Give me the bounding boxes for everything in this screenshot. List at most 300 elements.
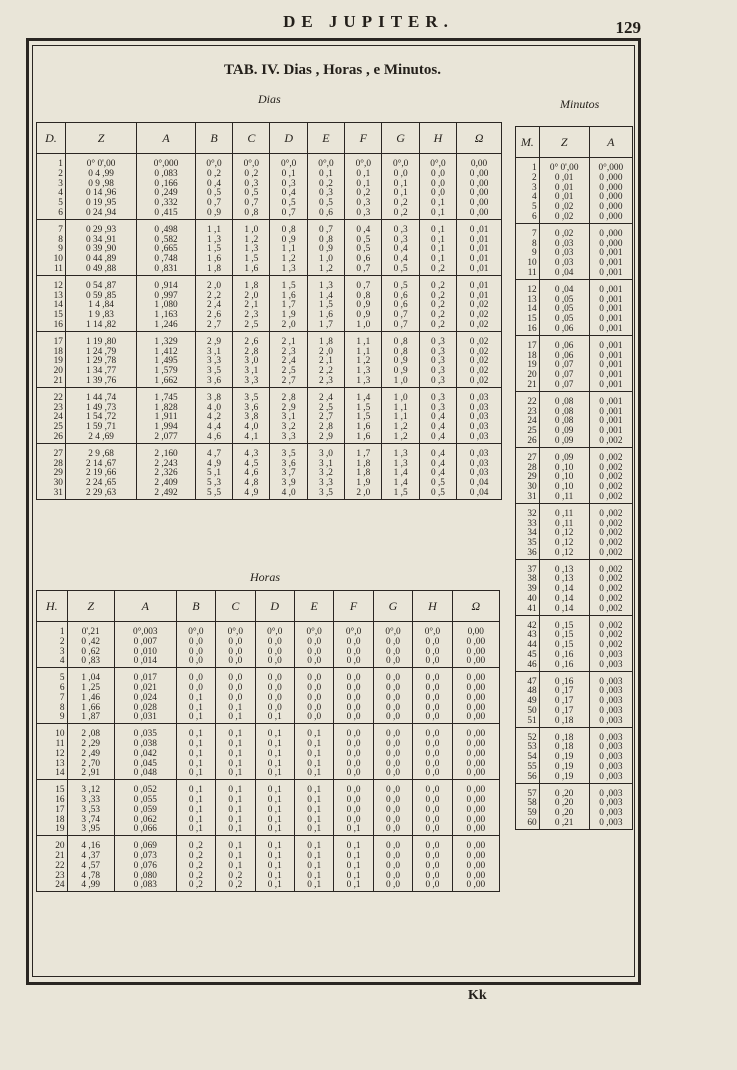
cell-value: 0 59 ,85 bbox=[85, 290, 117, 301]
row-index: 21 bbox=[53, 375, 63, 386]
cell-value: 0 ,00 bbox=[466, 748, 486, 759]
row-group bbox=[37, 387, 502, 443]
cell-value: 0 ,001 bbox=[599, 258, 623, 269]
cell-value: 0 ,1 bbox=[267, 758, 282, 769]
cell-value: 2 ,409 bbox=[154, 478, 178, 489]
cell-value: 0 ,1 bbox=[267, 794, 282, 805]
cell-value: 0 ,249 bbox=[154, 188, 178, 199]
row-index: 39 bbox=[527, 584, 537, 595]
cell-value: 0 ,00 bbox=[466, 880, 486, 891]
cell-value: 0 ,1 bbox=[267, 748, 282, 759]
cell-value: 1 29 ,78 bbox=[85, 356, 117, 367]
row-index: 17 bbox=[527, 340, 537, 351]
cell-value: 2 ,4 bbox=[207, 300, 221, 311]
cell-value: 2 9 ,68 bbox=[88, 448, 114, 459]
cell-value: 0 ,3 bbox=[393, 234, 408, 245]
cell-value: 0 ,08 bbox=[554, 406, 574, 417]
cell-value: 0 ,582 bbox=[154, 234, 178, 245]
cell-value: 0 ,4 bbox=[430, 458, 445, 469]
table-cell bbox=[37, 331, 66, 387]
cell-value: 0 ,1 bbox=[307, 729, 322, 740]
cell-value: 0 ,3 bbox=[430, 375, 445, 386]
row-index: 46 bbox=[527, 659, 537, 670]
cell-value: 0 ,1 bbox=[188, 692, 203, 703]
table-cell bbox=[114, 836, 176, 892]
cell-value: 0 ,001 bbox=[599, 323, 623, 334]
cell-value: 0 ,1 bbox=[307, 880, 322, 891]
row-index: 12 bbox=[527, 284, 537, 295]
cell-value: 0 ,914 bbox=[154, 280, 178, 291]
table-cell bbox=[307, 154, 344, 220]
cell-value: 0 ,1 bbox=[188, 768, 203, 779]
row-index: 25 bbox=[527, 426, 537, 437]
row-index: 7 bbox=[531, 228, 537, 239]
cell-value: 1 ,5 bbox=[207, 244, 221, 255]
cell-value: 3 ,9 bbox=[281, 478, 296, 489]
cell-value: 0 ,03 bbox=[469, 468, 489, 479]
table-cell bbox=[67, 668, 114, 724]
cell-value: 0 ,10 bbox=[554, 482, 574, 493]
cell-value: 0 ,09 bbox=[554, 435, 574, 446]
cell-value: 0°,0 bbox=[430, 159, 446, 169]
cell-value: 0 ,001 bbox=[599, 370, 623, 381]
cell-value: 3 ,2 bbox=[281, 422, 296, 433]
cell-value: 0 ,1 bbox=[267, 738, 282, 749]
table-cell bbox=[539, 615, 589, 671]
cell-value: 0 ,003 bbox=[599, 676, 623, 687]
cell-value: 1 ,3 bbox=[393, 458, 408, 469]
cell-value: 0 ,014 bbox=[133, 656, 157, 667]
table-cell bbox=[516, 223, 540, 279]
column-header: Ω bbox=[452, 591, 499, 622]
row-index: 20 bbox=[55, 841, 65, 852]
cell-value: 0 ,4 bbox=[393, 254, 408, 265]
table-cell bbox=[382, 443, 419, 499]
cell-value: 0 ,00 bbox=[466, 702, 486, 713]
table-cell bbox=[65, 387, 136, 443]
cell-value: 0°,0 bbox=[385, 627, 401, 637]
row-index: 5 bbox=[58, 198, 63, 209]
row-index: 31 bbox=[527, 491, 537, 502]
cell-value: 0 ,9 bbox=[207, 207, 221, 218]
cell-value: 0 ,007 bbox=[133, 636, 157, 647]
cell-value: 1 ,1 bbox=[393, 402, 408, 413]
table-cell bbox=[307, 275, 344, 331]
dias-table bbox=[36, 122, 502, 500]
row-index: 1 bbox=[59, 627, 65, 637]
cell-value: 0 ,00 bbox=[466, 636, 486, 647]
table-cell bbox=[294, 780, 333, 836]
row-index: 50 bbox=[527, 706, 537, 717]
cell-value: 0 ,0 bbox=[188, 646, 203, 657]
row-index: 14 bbox=[55, 768, 65, 779]
cell-value: 4 ,9 bbox=[244, 487, 259, 498]
cell-value: 0 ,2 bbox=[207, 168, 221, 179]
table-cell bbox=[65, 154, 136, 220]
cell-value: 0 ,0 bbox=[346, 692, 361, 703]
cell-value: 0 ,002 bbox=[599, 528, 623, 539]
cell-value: 0 ,002 bbox=[599, 630, 623, 641]
table-cell bbox=[334, 836, 373, 892]
table-cell bbox=[176, 780, 215, 836]
cell-value: 0 ,9 bbox=[356, 310, 371, 321]
cell-value: 0 ,024 bbox=[133, 692, 157, 703]
column-header: F bbox=[345, 123, 382, 154]
row-group bbox=[37, 622, 500, 668]
cell-value: 2 ,2 bbox=[319, 366, 333, 377]
row-index: 19 bbox=[527, 360, 537, 371]
cell-value: 0 ,001 bbox=[599, 294, 623, 305]
cell-value: 0 ,0 bbox=[425, 646, 440, 657]
cell-value: 0 ,18 bbox=[554, 715, 574, 726]
row-index: 60 bbox=[527, 818, 537, 829]
row-index: 4 bbox=[531, 192, 537, 203]
cell-value: 0 ,00 bbox=[466, 785, 486, 796]
cell-value: 0 ,1 bbox=[228, 785, 243, 796]
cell-value: 1 4 ,84 bbox=[88, 300, 114, 311]
cell-value: 0 ,003 bbox=[599, 798, 623, 809]
cell-value: 0 ,19 bbox=[554, 752, 574, 763]
cell-value: 0 ,003 bbox=[599, 788, 623, 799]
cell-value: 0°,0 bbox=[345, 627, 362, 637]
table-cell bbox=[37, 154, 66, 220]
cell-value: 0 ,0 bbox=[346, 768, 361, 779]
cell-value: 5 ,5 bbox=[207, 487, 221, 498]
cell-value: 0 ,05 bbox=[554, 304, 574, 315]
table-cell bbox=[419, 219, 456, 275]
table-cell bbox=[457, 219, 502, 275]
row-index: 8 bbox=[531, 238, 537, 249]
row-group bbox=[37, 154, 502, 220]
cell-value: 0 ,6 bbox=[393, 300, 408, 311]
cell-value: 4 ,0 bbox=[244, 422, 259, 433]
table-cell bbox=[516, 615, 540, 671]
cell-value: 0 ,048 bbox=[133, 768, 157, 779]
cell-value: 0 ,080 bbox=[133, 870, 157, 881]
column-header: H. bbox=[37, 591, 68, 622]
column-header: A bbox=[589, 127, 632, 158]
cell-value: 0 ,002 bbox=[599, 482, 623, 493]
cell-value: 0 ,0 bbox=[386, 841, 400, 852]
cell-value: 2 ,7 bbox=[281, 375, 296, 386]
cell-value: 1 ,6 bbox=[356, 422, 371, 433]
cell-value: 0 ,15 bbox=[554, 620, 574, 631]
row-index: 53 bbox=[527, 742, 537, 753]
table-cell bbox=[270, 154, 307, 220]
cell-value: 3 ,12 bbox=[81, 785, 100, 796]
cell-value: 0 ,0 bbox=[346, 682, 361, 693]
cell-value: 0 ,00 bbox=[469, 168, 489, 179]
cell-value: 0 ,3 bbox=[430, 336, 445, 347]
cell-value: 0 ,00 bbox=[469, 198, 489, 209]
cell-value: 0',21 bbox=[81, 627, 100, 637]
row-index: 8 bbox=[59, 702, 65, 713]
table-cell bbox=[294, 622, 333, 668]
cell-value: 0 ,1 bbox=[228, 814, 243, 825]
row-index: 5 bbox=[531, 202, 537, 213]
cell-value: 0 ,01 bbox=[554, 182, 574, 193]
cell-value: 0 ,002 bbox=[599, 594, 623, 605]
cell-value: 0 ,06 bbox=[554, 340, 574, 351]
cell-value: 1 ,8 bbox=[356, 468, 371, 479]
column-header: A bbox=[137, 123, 196, 154]
table-cell bbox=[137, 219, 196, 275]
cell-value: 3 ,1 bbox=[207, 346, 221, 357]
table-cell bbox=[457, 331, 502, 387]
cell-value: 0 ,035 bbox=[133, 729, 157, 740]
row-index: 58 bbox=[527, 798, 537, 809]
cell-value: 0 ,20 bbox=[554, 808, 574, 819]
table-cell bbox=[516, 335, 540, 391]
cell-value: 1 ,3 bbox=[356, 366, 371, 377]
cell-value: 2 ,8 bbox=[281, 392, 296, 403]
table-cell bbox=[233, 387, 270, 443]
cell-value: 0 ,997 bbox=[154, 290, 178, 301]
cell-value: 0 ,0 bbox=[346, 785, 361, 796]
cell-value: 2 ,9 bbox=[281, 402, 296, 413]
cell-value: 0 ,5 bbox=[207, 188, 221, 199]
table-cell bbox=[457, 387, 502, 443]
cell-value: 3 ,5 bbox=[319, 487, 333, 498]
cell-value: 0 ,066 bbox=[133, 824, 157, 835]
cell-value: 0 ,03 bbox=[469, 448, 489, 459]
cell-value: 0 ,001 bbox=[599, 284, 623, 295]
cell-value: 1 ,0 bbox=[356, 319, 371, 330]
row-index: 9 bbox=[531, 248, 537, 259]
table-cell bbox=[419, 154, 456, 220]
table-cell bbox=[539, 727, 589, 783]
cell-value: 2 ,160 bbox=[154, 448, 178, 459]
table-cell bbox=[539, 783, 589, 829]
table-cell bbox=[65, 331, 136, 387]
table-cell bbox=[176, 836, 215, 892]
cell-value: 0 ,02 bbox=[469, 310, 489, 321]
row-index: 9 bbox=[59, 712, 65, 723]
table-cell bbox=[516, 279, 540, 335]
cell-value: 0 ,4 bbox=[393, 244, 408, 255]
cell-value: 0 ,001 bbox=[599, 314, 623, 325]
cell-value: 0 ,1 bbox=[188, 702, 203, 713]
cell-value: 0 ,00 bbox=[466, 804, 486, 815]
cell-value: 0 ,1 bbox=[188, 785, 203, 796]
cell-value: 0 ,001 bbox=[599, 350, 623, 361]
cell-value: 0 ,0 bbox=[386, 824, 400, 835]
cell-value: 0 ,2 bbox=[393, 207, 408, 218]
cell-value: 0 ,1 bbox=[228, 841, 243, 852]
cell-value: 0 ,000 bbox=[599, 238, 623, 249]
cell-value: 3 ,5 bbox=[207, 366, 221, 377]
cell-value: 1 ,8 bbox=[356, 458, 371, 469]
row-index: 42 bbox=[527, 620, 537, 631]
cell-value: 0 ,0 bbox=[386, 729, 400, 740]
row-group bbox=[516, 447, 633, 503]
table-cell bbox=[37, 443, 66, 499]
cell-value: 0 ,00 bbox=[466, 646, 486, 657]
row-index: 10 bbox=[527, 258, 537, 269]
table-cell bbox=[345, 387, 382, 443]
cell-value: 2 ,0 bbox=[356, 487, 371, 498]
cell-value: 0 ,4 bbox=[281, 188, 296, 199]
column-header: Z bbox=[67, 591, 114, 622]
row-index: 31 bbox=[53, 487, 63, 498]
cell-value: 0 ,1 bbox=[267, 804, 282, 815]
row-index: 12 bbox=[55, 748, 65, 759]
cell-value: 0 ,01 bbox=[554, 192, 574, 203]
cell-value: 0 ,00 bbox=[466, 758, 486, 769]
cell-value: 0 ,332 bbox=[154, 198, 178, 209]
table-cell bbox=[413, 780, 452, 836]
cell-value: 0 ,07 bbox=[554, 360, 574, 371]
cell-value: 0 ,8 bbox=[319, 234, 333, 245]
cell-value: 2 24 ,65 bbox=[85, 478, 117, 489]
cell-value: 1 ,163 bbox=[154, 310, 178, 321]
cell-value: 0°,0 bbox=[206, 159, 222, 169]
cell-value: 5 ,3 bbox=[207, 478, 221, 489]
cell-value: 0 ,8 bbox=[356, 290, 371, 301]
cell-value: 2 ,7 bbox=[207, 319, 221, 330]
row-index: 49 bbox=[527, 696, 537, 707]
cell-value: 0 ,3 bbox=[281, 178, 296, 189]
cell-value: 1 ,9 bbox=[281, 310, 296, 321]
cell-value: 0 ,1 bbox=[281, 168, 296, 179]
cell-value: 0 9 ,98 bbox=[88, 178, 114, 189]
cell-value: 3 ,53 bbox=[81, 804, 100, 815]
cell-value: 1 ,662 bbox=[154, 375, 178, 386]
cell-value: 0 ,3 bbox=[393, 224, 408, 235]
cell-value: 2 ,5 bbox=[281, 366, 296, 377]
row-index: 56 bbox=[527, 771, 537, 782]
cell-value: 0 ,003 bbox=[599, 732, 623, 743]
cell-value: 4 ,99 bbox=[81, 880, 100, 891]
cell-value: 1 ,5 bbox=[393, 487, 408, 498]
cell-value: 0°,0 bbox=[267, 627, 283, 637]
cell-value: 2 ,243 bbox=[154, 458, 178, 469]
cell-value: 1 ,7 bbox=[281, 300, 296, 311]
cell-value: 0 ,00 bbox=[466, 860, 486, 871]
cell-value: 0 ,83 bbox=[81, 656, 100, 667]
row-index: 37 bbox=[527, 564, 537, 575]
cell-value: 3 ,3 bbox=[281, 431, 296, 442]
cell-value: 2 ,077 bbox=[154, 431, 178, 442]
cell-value: 0 ,18 bbox=[554, 732, 574, 743]
cell-value: 0 ,028 bbox=[133, 702, 157, 713]
cell-value: 0 19 ,95 bbox=[85, 198, 117, 209]
cell-value: 0 ,010 bbox=[133, 646, 157, 657]
cell-value: 0 ,0 bbox=[188, 636, 203, 647]
row-index: 40 bbox=[527, 594, 537, 605]
dias-section-label: Dias bbox=[258, 92, 281, 106]
table-cell bbox=[137, 387, 196, 443]
cell-value: 0 ,2 bbox=[228, 870, 243, 881]
cell-value: 1 ,0 bbox=[393, 392, 408, 403]
cell-value: 0 ,2 bbox=[430, 280, 445, 291]
table-cell bbox=[419, 387, 456, 443]
table-cell bbox=[539, 158, 589, 224]
cell-value: 0 ,0 bbox=[425, 870, 440, 881]
table-cell bbox=[37, 387, 66, 443]
cell-value: 0 ,1 bbox=[188, 712, 203, 723]
row-index: 11 bbox=[55, 738, 65, 749]
cell-value: 0 ,0 bbox=[228, 682, 243, 693]
table-cell bbox=[516, 727, 540, 783]
table-cell bbox=[37, 219, 66, 275]
row-index: 52 bbox=[527, 732, 537, 743]
cell-value: 0 ,6 bbox=[319, 207, 333, 218]
cell-value: 0 ,02 bbox=[469, 300, 489, 311]
cell-value: 0 ,00 bbox=[466, 656, 486, 667]
row-index: 24 bbox=[527, 416, 537, 427]
cell-value: 1 ,4 bbox=[393, 468, 408, 479]
cell-value: 0 ,0 bbox=[393, 168, 408, 179]
table-cell bbox=[307, 219, 344, 275]
cell-value: 0 ,0 bbox=[425, 785, 440, 796]
table-cell bbox=[373, 724, 412, 780]
row-index: 9 bbox=[58, 244, 63, 255]
column-header: E bbox=[307, 123, 344, 154]
row-index: 38 bbox=[527, 574, 537, 585]
table-cell bbox=[539, 559, 589, 615]
table-cell bbox=[516, 671, 540, 727]
table-cell bbox=[589, 279, 632, 335]
cell-value: 4 ,57 bbox=[81, 860, 100, 871]
cell-value: 0 ,4 bbox=[430, 468, 445, 479]
cell-value: 0 ,8 bbox=[244, 207, 259, 218]
cell-value: 0 ,5 bbox=[356, 244, 371, 255]
cell-value: 0 ,0 bbox=[307, 673, 322, 684]
table-cell bbox=[334, 724, 373, 780]
row-index: 16 bbox=[55, 794, 65, 805]
cell-value: 0 ,0 bbox=[228, 656, 243, 667]
cell-value: 0 ,5 bbox=[430, 487, 445, 498]
cell-value: 0 ,8 bbox=[281, 224, 296, 235]
cell-value: 0 ,3 bbox=[430, 402, 445, 413]
table-cell bbox=[589, 783, 632, 829]
cell-value: 0 ,1 bbox=[307, 814, 322, 825]
cell-value: 0 ,0 bbox=[425, 824, 440, 835]
cell-value: 0°,003 bbox=[132, 627, 158, 637]
cell-value: 0 ,000 bbox=[599, 228, 623, 239]
signature-mark: Kk bbox=[468, 988, 487, 1003]
row-index: 19 bbox=[55, 824, 65, 835]
row-index: 2 bbox=[531, 172, 537, 183]
cell-value: 0 ,1 bbox=[188, 824, 203, 835]
row-group bbox=[37, 331, 502, 387]
cell-value: 0 ,038 bbox=[133, 738, 157, 749]
cell-value: 3 ,5 bbox=[281, 448, 296, 459]
cell-value: 3 ,33 bbox=[81, 794, 100, 805]
table-cell bbox=[67, 622, 114, 668]
cell-value: 4 ,78 bbox=[81, 870, 100, 881]
table-cell bbox=[270, 219, 307, 275]
cell-value: 0 29 ,93 bbox=[85, 224, 117, 235]
cell-value: 1 ,7 bbox=[319, 319, 333, 330]
cell-value: 0 ,1 bbox=[346, 860, 361, 871]
table-cell bbox=[373, 622, 412, 668]
cell-value: 0 ,1 bbox=[307, 870, 322, 881]
table-cell bbox=[382, 275, 419, 331]
cell-value: 0 ,1 bbox=[319, 168, 333, 179]
column-header: D bbox=[255, 591, 294, 622]
cell-value: 1 ,1 bbox=[356, 346, 371, 357]
row-index: 33 bbox=[527, 518, 537, 529]
row-index: 18 bbox=[55, 814, 65, 825]
cell-value: 0 ,11 bbox=[555, 491, 574, 502]
row-index: 1 bbox=[58, 159, 63, 169]
table-cell bbox=[419, 443, 456, 499]
cell-value: 0 ,0 bbox=[386, 768, 400, 779]
cell-value: 0 ,15 bbox=[554, 630, 574, 641]
cell-value: 0 ,21 bbox=[554, 818, 574, 829]
